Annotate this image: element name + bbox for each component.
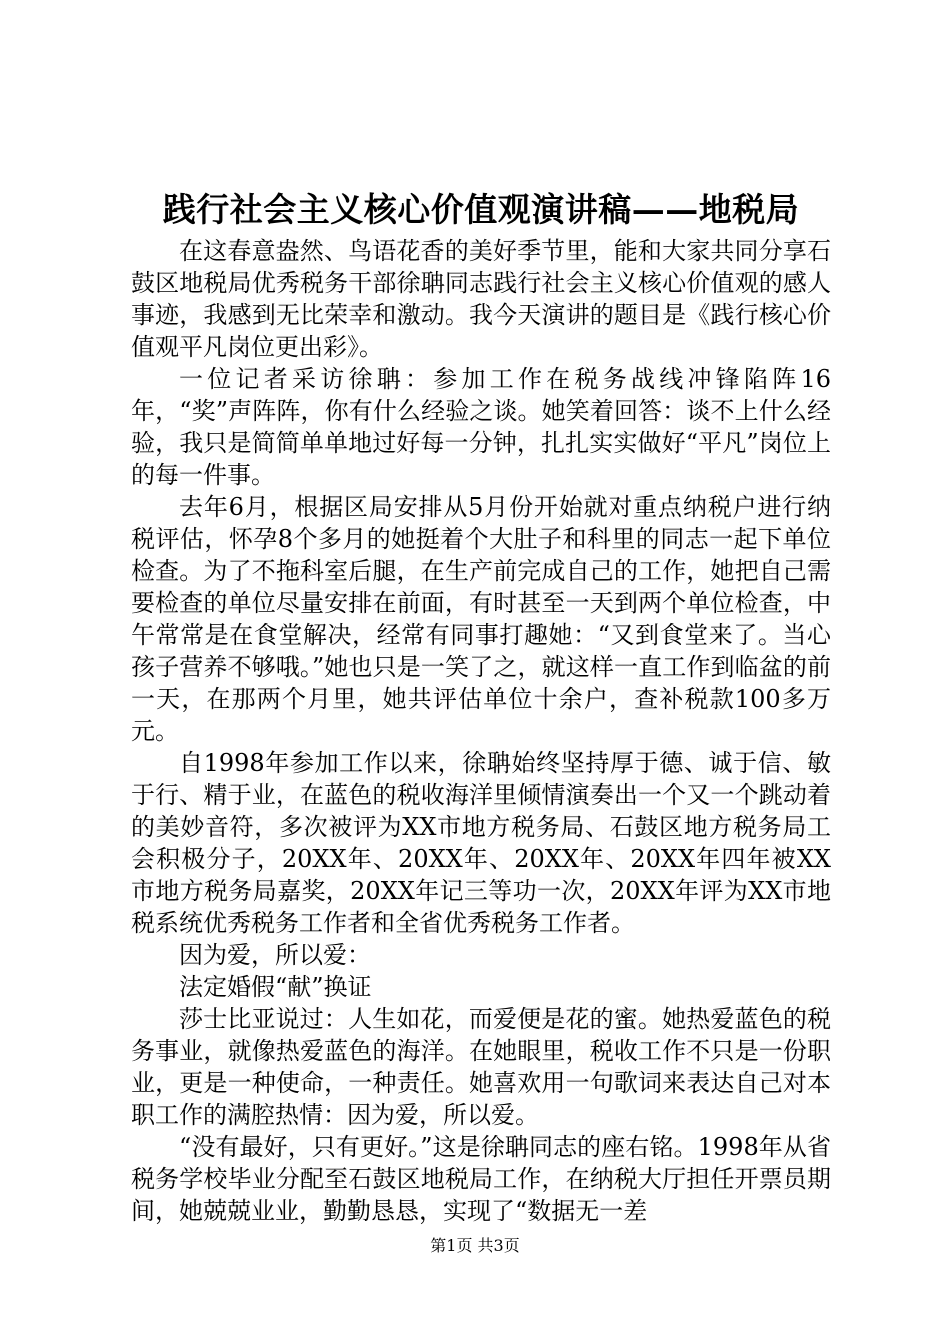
section-heading-love: 因为爱，所以爱： <box>179 941 371 969</box>
paragraph-since-1998: 自1998年参加工作以来，徐聃始终坚持厚于德、诚于信、敏于行、精于业，在蓝色的税收海洋里倾情演奏出一个又一个跳动着的美妙音符，多次被评为XX市地方税务局、石鼓区地方税务局工会积极分子，20XX年、20XX年、20XX年、20XX年四年被XX市地方税务局嘉奖，20XX年记三等功一次，20XX年评为XX市地税系统优秀税务工作者和全省优秀税务工作者。 <box>131 749 831 937</box>
paragraph-motto: “没有最好，只有更好。”这是徐聃同志的座右铭。1998年从省税务学校毕业分配至石鼓区地税局工作，在纳税大厅担任开票员期间，她兢兢业业，勤勤恳恳，实现了“数据无一差 <box>131 1133 831 1225</box>
document-title: 践行社会主义核心价值观演讲稿——地税局 <box>162 190 800 229</box>
paragraph-last-june: 去年6月，根据区局安排从5月份开始就对重点纳税户进行纳税评估，怀孕8个多月的她挺着个大肚子和科里的同志一起下单位检查。为了不拖科室后腿，在生产前完成自己的工作，她把自己需要检查的单位尽量安排在前面，有时甚至一天到两个单位检查，中午常常是在食堂解决，经常有同事打趣她：“又到食堂来了。当心孩子营养不够哦。”她也只是一笑了之，就这样一直工作到临盆的前一天，在那两个月里，她共评估单位十余户，查补税款100多万元。 <box>131 493 831 745</box>
document-page <box>131 185 831 1227</box>
paragraph-intro: 在这春意盎然、鸟语花香的美好季节里，能和大家共同分享石鼓区地税局优秀税务干部徐聃同志践行社会主义核心价值观的感人事迹，我感到无比荣幸和激动。我今天演讲的题目是《践行核心价值观平凡岗位更出彩》。 <box>131 237 831 361</box>
section-subheading: 法定婚假“献”换证 <box>179 973 372 1001</box>
paragraph-interview: 一位记者采访徐聃：参加工作在税务战线冲锋陷阵16年，“奖”声阵阵，你有什么经验之谈。她笑着回答：谈不上什么经验，我只是简简单单地过好每一分钟，扎扎实实做好“平凡”岗位上的每一件事。 <box>131 365 831 489</box>
page-footer: 第1页 共3页 <box>430 1236 520 1255</box>
paragraph-shakespeare: 莎士比亚说过：人生如花，而爱便是花的蜜。她热爱蓝色的税务事业，就像热爱蓝色的海洋。在她眼里，税收工作不只是一份职业，更是一种使命，一种责任。她喜欢用一句歌词来表达自己对本职工作的满腔热情：因为爱，所以爱。 <box>131 1005 831 1129</box>
